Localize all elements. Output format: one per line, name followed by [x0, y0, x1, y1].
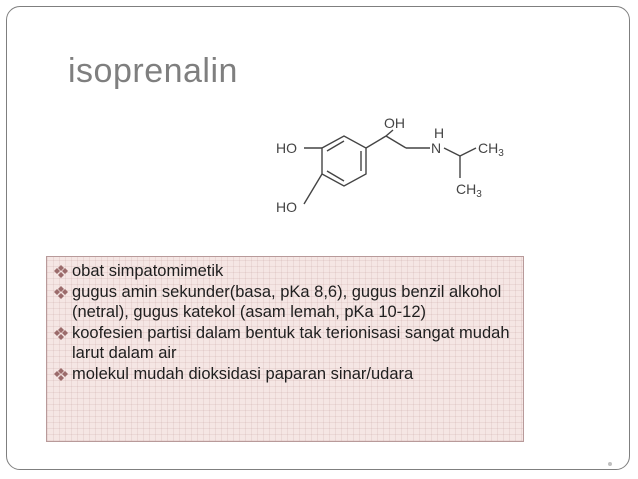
side-chain-bonds	[304, 130, 476, 204]
bullet-item	[53, 323, 517, 364]
bullet-text: koofesien partisi dalam bentuk tak terionisasi sangat mudah larut dalam air	[72, 323, 510, 362]
bullet-list	[53, 261, 517, 384]
bullet-item	[53, 282, 517, 323]
methyl-bottom-label: $CH_3$	[456, 181, 482, 200]
isoprenalin-structure	[260, 108, 510, 228]
hydroxyl-bottom-label: HO	[276, 199, 297, 215]
bullet-text: molekul mudah dioksidasi paparan sinar/udara	[72, 364, 414, 383]
slide-title: isoprenalin	[68, 52, 238, 90]
diamond-bullet-icon	[53, 326, 69, 341]
amine-n-label: N	[431, 140, 442, 156]
bullet-item	[53, 261, 517, 282]
hydroxyl-label: OH	[384, 115, 405, 131]
amine-h-label: H	[434, 125, 445, 141]
diamond-bullet-icon	[53, 367, 69, 382]
methyl-top-label: $CH_3$	[478, 140, 504, 159]
bullet-item	[53, 364, 517, 385]
corner-dot	[608, 462, 612, 466]
diamond-bullet-icon	[53, 264, 69, 279]
bullet-text: obat simpatomimetik	[72, 262, 224, 280]
benzene-ring	[322, 136, 366, 186]
bullet-box	[46, 256, 524, 442]
bullet-text: gugus amin sekunder(basa, pKa 8,6), gugus benzil alkohol (netral), gugus katekol (asam lemah, pKa 10-12)	[72, 282, 502, 321]
hydroxyl-top-label: HO	[276, 140, 297, 156]
diamond-bullet-icon	[53, 285, 69, 300]
